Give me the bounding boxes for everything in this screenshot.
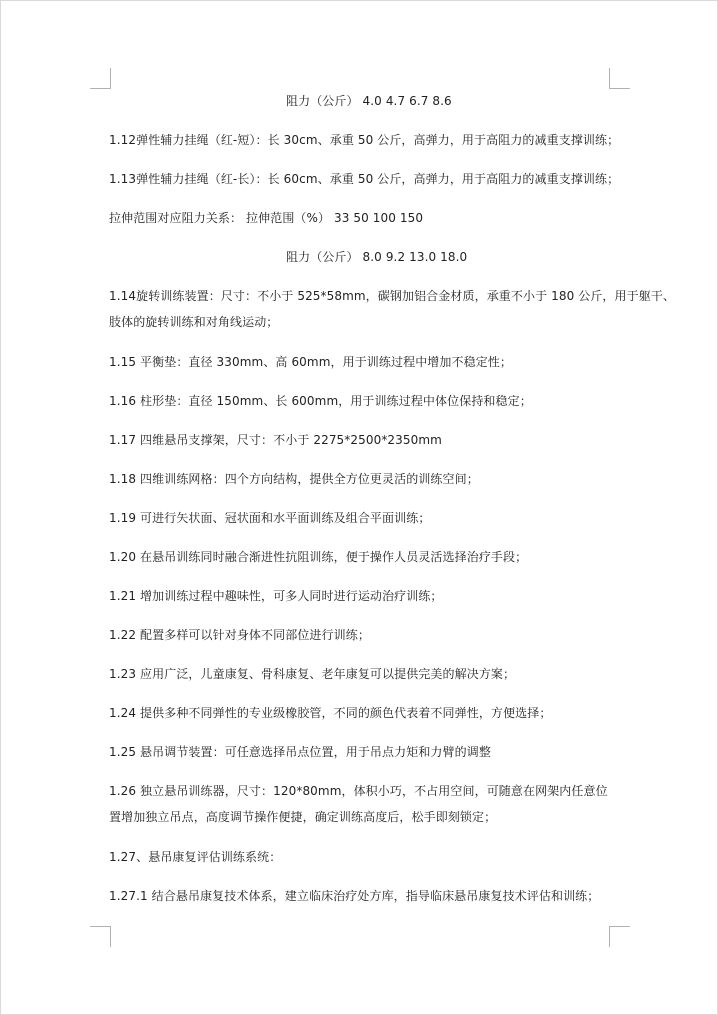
paragraph-1-12: 1.12弹性辅力挂绳（红-短）：长 30cm、承重 50 公斤，高弹力，用于高阻力的减重支撑训练； — [109, 133, 620, 147]
stretch-range-row: 拉伸范围对应阻力关系： 拉伸范围（%） 33 50 100 150 — [109, 211, 424, 225]
paragraph-1-22: 1.22 配置多样可以针对身体不同部位进行训练； — [109, 628, 370, 642]
paragraph-1-17: 1.17 四维悬吊支撑架，尺寸：不小于 2275*2500*2350mm — [109, 433, 442, 447]
paragraph-1-21: 1.21 增加训练过程中趣味性，可多人同时进行运动治疗训练； — [109, 589, 443, 603]
paragraph-1-13: 1.13弹性辅力挂绳（红-长）：长 60cm、承重 50 公斤，高弹力，用于高阻力的减重支撑训练； — [109, 172, 620, 186]
paragraph-1-27-1: 1.27.1 结合悬吊康复技术体系，建立临床治疗处方库，指导临床悬吊康复技术评估和训练； — [109, 889, 600, 903]
paragraph-1-15: 1.15 平衡垫：直径 330mm、高 60mm，用于训练过程中增加不稳定性； — [109, 355, 512, 369]
crop-mark-bottom-right — [609, 926, 630, 947]
paragraph-1-18: 1.18 四维训练网格：四个方向结构，提供全方位更灵活的训练空间； — [109, 472, 479, 486]
resistance-row-2: 阻力（公斤） 8.0 9.2 13.0 18.0 — [286, 250, 468, 264]
paragraph-1-14: 1.14旋转训练装置：尺寸：不小于 525*58mm，碳钢加铝合金材质，承重不小于 180 公斤，用于躯干、 — [109, 289, 676, 303]
crop-mark-top-right — [609, 68, 630, 89]
paragraph-1-26: 1.26 独立悬吊训练器，尺寸：120*80mm，体积小巧，不占用空间，可随意在网架内任意位 — [109, 784, 608, 798]
paragraph-1-16: 1.16 柱形垫：直径 150mm、长 600mm，用于训练过程中体位保持和稳定； — [109, 394, 532, 408]
paragraph-1-27: 1.27、悬吊康复评估训练系统： — [109, 850, 282, 864]
crop-mark-bottom-left — [90, 926, 111, 947]
paragraph-1-26-cont: 置增加独立吊点，高度调节操作便捷，确定训练高度后，松手即刻锁定； — [109, 810, 497, 824]
resistance-row-1: 阻力（公斤） 4.0 4.7 6.7 8.6 — [286, 94, 452, 108]
paragraph-1-19: 1.19 可进行矢状面、冠状面和水平面训练及组合平面训练； — [109, 511, 431, 525]
paragraph-1-25: 1.25 悬吊调节装置：可任意选择吊点位置，用于吊点力矩和力臂的调整 — [109, 745, 491, 759]
paragraph-1-24: 1.24 提供多种不同弹性的专业级橡胶管，不同的颜色代表着不同弹性，方便选择； — [109, 706, 552, 720]
paragraph-1-20: 1.20 在悬吊训练同时融合渐进性抗阻训练，便于操作人员灵活选择治疗手段； — [109, 550, 528, 564]
paragraph-1-14-cont: 肢体的旋转训练和对角线运动； — [109, 315, 279, 329]
crop-mark-top-left — [90, 68, 111, 89]
paragraph-1-23: 1.23 应用广泛，儿童康复、骨科康复、老年康复可以提供完美的解决方案； — [109, 667, 516, 681]
